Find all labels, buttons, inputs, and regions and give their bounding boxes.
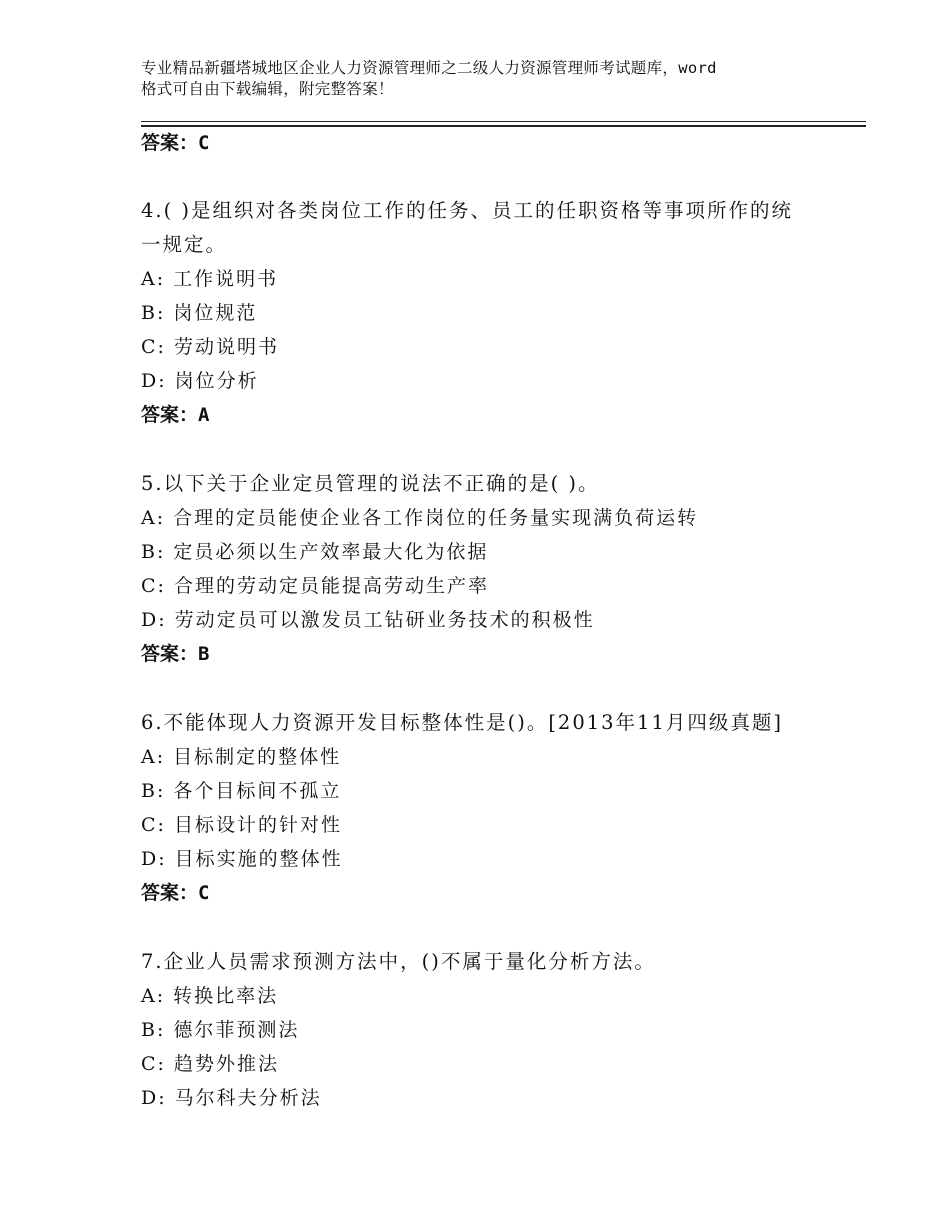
- question-4: [141, 194, 821, 432]
- document-header: [141, 58, 841, 100]
- question-stem: 5.以下关于企业定员管理的说法不正确的是( )。: [141, 472, 600, 495]
- option-d: D: 马尔科夫分析法: [141, 1087, 322, 1109]
- header-title-line-1: 专业精品新疆塔城地区企业人力资源管理师之二级人力资源管理师考试题库，word: [141, 59, 717, 77]
- option-a: A: 转换比率法: [141, 985, 279, 1007]
- header-divider-thin: [141, 121, 866, 122]
- option-c: C: 合理的劳动定员能提高劳动生产率: [141, 575, 489, 597]
- option-d: D: 岗位分析: [141, 370, 259, 392]
- header-title-line-2: 格式可自由下载编辑，附完整答案！: [141, 80, 394, 98]
- option-d: D: 劳动定员可以激发员工钻研业务技术的积极性: [141, 609, 595, 631]
- question-stem-continued: 一规定。: [141, 233, 228, 256]
- question-7: [141, 945, 821, 1115]
- question-answer: 答案：C: [141, 882, 210, 904]
- question-stem: 7.企业人员需求预测方法中，()不属于量化分析方法。: [141, 950, 656, 973]
- question-answer: 答案：B: [141, 643, 210, 665]
- option-a: A: 合理的定员能使企业各工作岗位的任务量实现满负荷运转: [141, 507, 699, 529]
- option-b: B: 各个目标间不孤立: [141, 780, 342, 802]
- option-a: A: 工作说明书: [141, 268, 279, 290]
- option-d: D: 目标实施的整体性: [141, 848, 343, 870]
- question-answer: 答案：A: [141, 404, 210, 426]
- question-stem: 6.不能体现人力资源开发目标整体性是()。[2013年11月四级真题]: [141, 711, 783, 734]
- question-5: [141, 467, 821, 671]
- option-b: B: 德尔菲预测法: [141, 1019, 300, 1041]
- option-b: B: 定员必须以生产效率最大化为依据: [141, 541, 489, 563]
- option-a: A: 目标制定的整体性: [141, 746, 342, 768]
- option-b: B: 岗位规范: [141, 302, 258, 324]
- previous-question-answer: 答案：C: [141, 132, 210, 154]
- option-c: C: 趋势外推法: [141, 1053, 279, 1075]
- question-6: [141, 706, 821, 910]
- option-c: C: 劳动说明书: [141, 336, 279, 358]
- header-divider-thick: [141, 125, 866, 127]
- question-stem: 4.( )是组织对各类岗位工作的任务、员工的任职资格等事项所作的统: [141, 199, 794, 222]
- option-c: C: 目标设计的针对性: [141, 814, 342, 836]
